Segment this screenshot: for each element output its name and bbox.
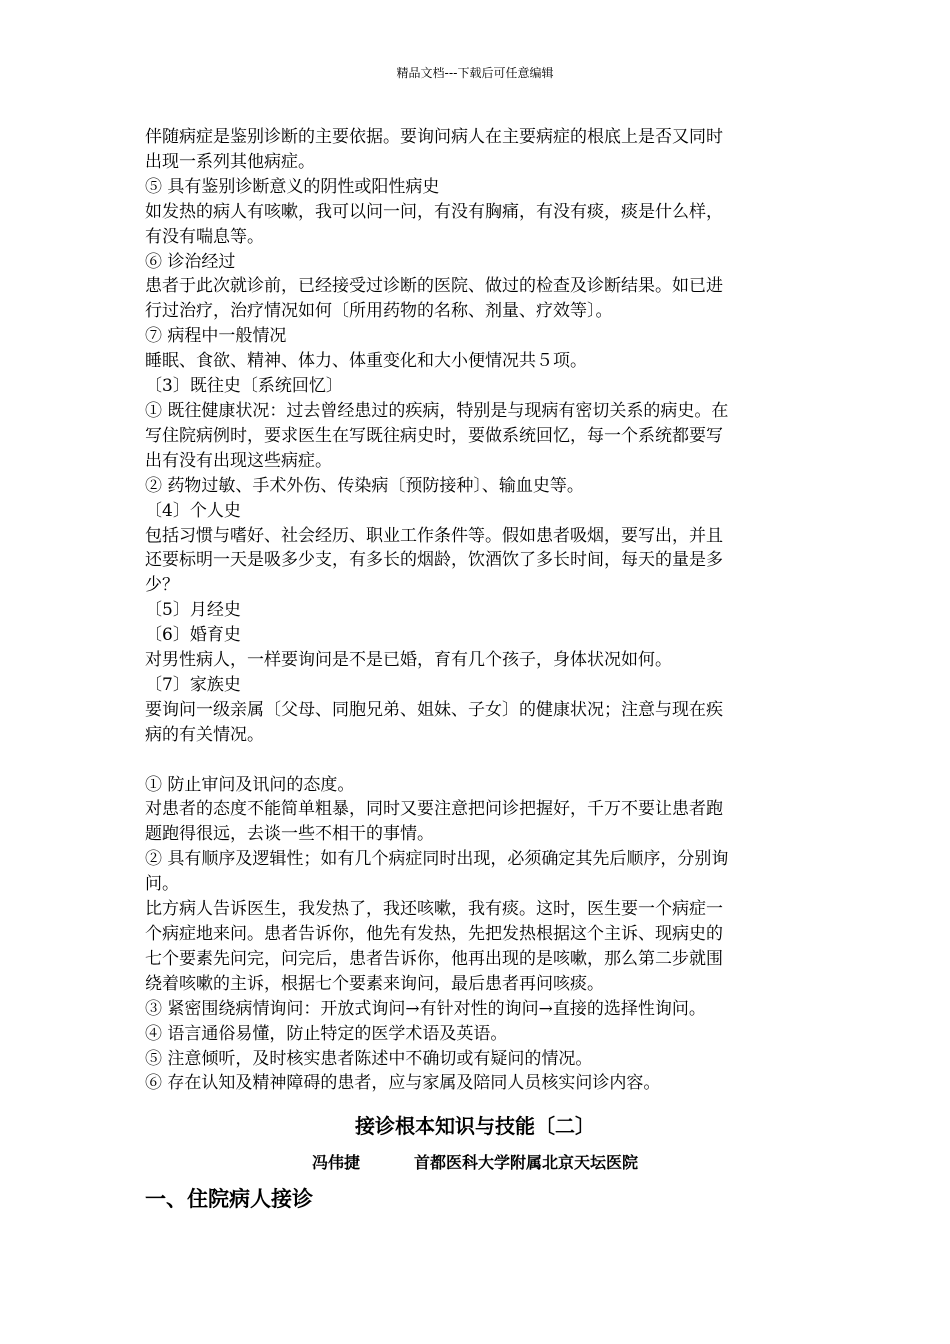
text-line: 要询问一级亲属〔父母、同胞兄弟、姐妹、子女〕的健康状况；注意与现在疾 [145, 699, 723, 720]
text-line: 伴随病症是鉴别诊断的主要依据。要询问病人在主要病症的根底上是否又同时 [145, 127, 723, 147]
text-line: 题跑得很远，去谈一些不相干的事情。 [145, 824, 434, 845]
text-line: ⑦ 病程中一般情况 [145, 326, 287, 347]
text-line: 包括习惯与嗜好、社会经历、职业工作条件等。假如患者吸烟，要写出，并且 [145, 525, 723, 546]
document-title: 接诊根本知识与技能〔二〕 [355, 1114, 595, 1138]
text-line: 〔5〕月经史 [145, 600, 241, 621]
text-line: 如发热的病人有咳嗽，我可以问一问，有没有胸痛，有没有痰，痰是什么样， [145, 201, 723, 222]
text-line: 〔3〕既往史〔系统回忆〕 [145, 376, 343, 397]
text-line: 患者于此次就诊前，已经接受过诊断的医院、做过的检查及诊断结果。如已进 [145, 276, 723, 297]
text-line: 还要标明一天是吸多少支，有多长的烟龄，饮酒饮了多长时间，每天的量是多 [145, 550, 723, 571]
text-line: ③ 紧密围绕病情询问：开放式询问→有针对性的询问→直接的选择性询问。 [145, 998, 706, 1019]
text-line: ① 既往健康状况：过去曾经患过的疾病，特别是与现病有密切关系的病史。在 [145, 400, 729, 421]
text-line: 七个要素先问完，问完后，患者告诉你，他再出现的是咳嗽，那么第二步就围 [145, 948, 723, 969]
author-line [0, 1150, 950, 1173]
text-line: 睡眠、食欲、精神、体力、体重变化和大小便情况共５项。 [145, 351, 587, 372]
text-line: 个病症地来问。患者告诉你，他先有发热，先把发热根据这个主诉、现病史的 [145, 923, 723, 944]
text-line: 少？ [145, 575, 179, 596]
text-line: 〔4〕个人史 [145, 500, 241, 521]
text-line: 行过治疗，治疗情况如何〔所用药物的名称、剂量、疗效等〕。 [145, 301, 613, 322]
blank-line [145, 748, 805, 773]
text-line: 对患者的态度不能简单粗暴，同时又要注意把问诊把握好，千万不要让患者跑 [145, 799, 723, 820]
text-line: ② 药物过敏、手术外伤、传染病〔预防接种〕、输血史等。 [145, 475, 584, 496]
page-header: 精品文档---下载后可任意编辑 [396, 66, 554, 80]
text-line: 出现一系列其他病症。 [145, 151, 315, 172]
text-line: 出有没有出现这些病症。 [145, 450, 332, 471]
text-line: 问。 [145, 874, 179, 895]
text-line: ⑤ 注意倾听，及时核实患者陈述中不确切或有疑问的情况。 [145, 1048, 593, 1069]
document-body [145, 125, 805, 1096]
text-line: 写住院病例时，要求医生在写既往病史时，要做系统回忆，每一个系统都要写 [145, 425, 723, 446]
author-name: 冯伟捷 [311, 1153, 360, 1172]
text-line: 病的有关情况。 [145, 724, 264, 745]
text-line: 〔6〕婚育史 [145, 625, 241, 646]
text-line: ⑥ 诊治经过 [145, 251, 236, 272]
text-line: 比方病人告诉医生，我发热了，我还咳嗽，我有痰。这时，医生要一个病症一 [145, 899, 723, 920]
text-line: 〔7〕家族史 [145, 674, 241, 695]
section-heading: 一、住院病人接诊 [145, 1187, 313, 1211]
text-line: ① 防止审问及讯问的态度。 [145, 774, 355, 795]
author-affiliation: 首都医科大学附属北京天坛医院 [414, 1153, 639, 1172]
text-line: ⑥ 存在认知及精神障碍的患者，应与家属及陪同人员核实问诊内容。 [145, 1073, 661, 1094]
text-line: ② 具有顺序及逻辑性；如有几个病症同时出现，必须确定其先后顺序，分别询 [145, 849, 729, 870]
text-line: 绕着咳嗽的主诉，根据七个要素来询问，最后患者再问咳痰。 [145, 973, 604, 994]
text-line: ⑤ 具有鉴别诊断意义的阴性或阳性病史 [145, 176, 440, 197]
text-line: 对男性病人，一样要询问是不是已婚，育有几个孩子，身体状况如何。 [145, 650, 672, 671]
text-line: ④ 语言通俗易懂，防止特定的医学术语及英语。 [145, 1023, 508, 1044]
text-line: 有没有喘息等。 [145, 226, 264, 247]
